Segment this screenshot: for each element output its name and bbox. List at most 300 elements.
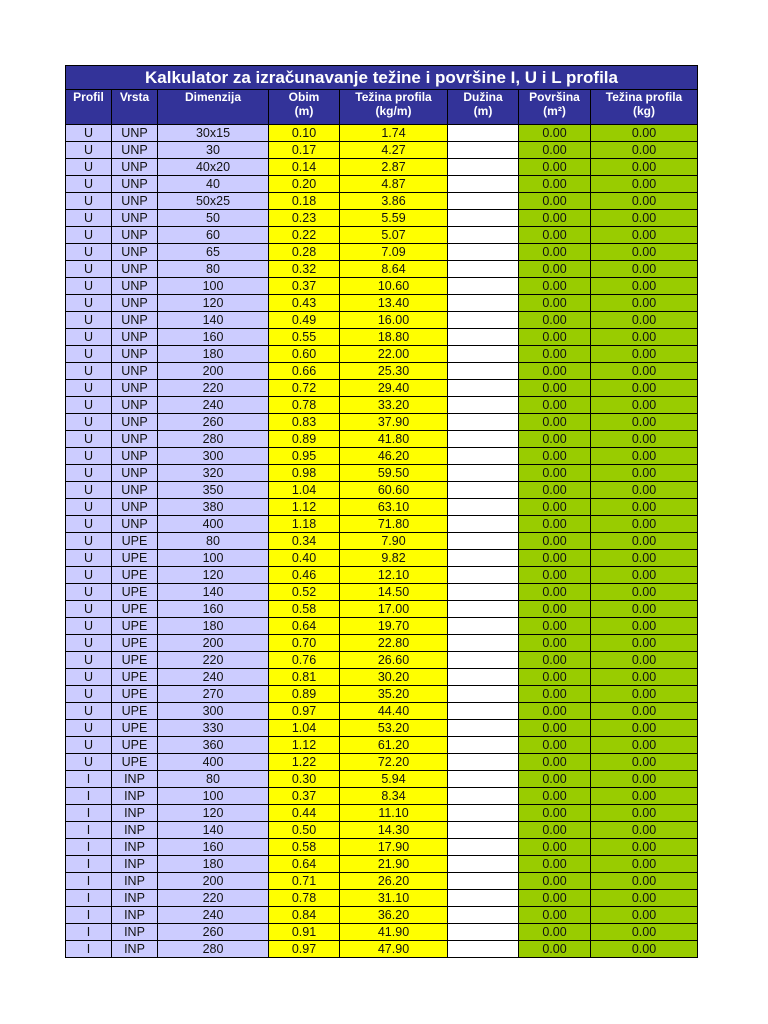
duzina-input-cell[interactable] — [448, 363, 519, 380]
duzina-input-cell[interactable] — [448, 312, 519, 329]
tezina-ukupno-cell: 0.00 — [591, 822, 698, 839]
dimenzija-cell: 320 — [158, 465, 269, 482]
tezina-po-metru-cell: 14.50 — [340, 584, 448, 601]
duzina-input-cell[interactable] — [448, 516, 519, 533]
vrsta-cell: UPE — [112, 703, 158, 720]
header-vrsta-label: Vrsta — [119, 90, 150, 104]
tezina-po-metru-cell: 72.20 — [340, 754, 448, 771]
duzina-input-cell[interactable] — [448, 601, 519, 618]
vrsta-cell: UPE — [112, 686, 158, 703]
dimenzija-cell: 400 — [158, 754, 269, 771]
duzina-input-cell[interactable] — [448, 720, 519, 737]
sheet-title: Kalkulator za izračunavanje težine i površine I, U i L profila — [66, 66, 698, 90]
duzina-input-cell[interactable] — [448, 346, 519, 363]
header-obim-label: Obim — [288, 90, 320, 104]
obim-cell: 0.34 — [269, 533, 340, 550]
vrsta-cell: UNP — [112, 159, 158, 176]
duzina-input-cell[interactable] — [448, 142, 519, 159]
obim-cell: 0.83 — [269, 414, 340, 431]
table-row — [66, 873, 698, 890]
tezina-po-metru-cell: 16.00 — [340, 312, 448, 329]
profil-cell: I — [66, 924, 112, 941]
povrsina-cell: 0.00 — [519, 516, 591, 533]
povrsina-cell: 0.00 — [519, 584, 591, 601]
dimenzija-cell: 200 — [158, 363, 269, 380]
table-row — [66, 652, 698, 669]
obim-cell: 1.12 — [269, 499, 340, 516]
obim-cell: 0.37 — [269, 788, 340, 805]
duzina-input-cell[interactable] — [448, 125, 519, 142]
table-row — [66, 312, 698, 329]
obim-cell: 0.30 — [269, 771, 340, 788]
table-row — [66, 584, 698, 601]
tezina-ukupno-cell: 0.00 — [591, 142, 698, 159]
tezina-po-metru-cell: 35.20 — [340, 686, 448, 703]
dimenzija-cell: 180 — [158, 618, 269, 635]
dimenzija-cell: 80 — [158, 261, 269, 278]
povrsina-cell: 0.00 — [519, 465, 591, 482]
duzina-input-cell[interactable] — [448, 448, 519, 465]
duzina-input-cell[interactable] — [448, 669, 519, 686]
profil-cell: U — [66, 193, 112, 210]
duzina-input-cell[interactable] — [448, 550, 519, 567]
duzina-input-cell[interactable] — [448, 856, 519, 873]
vrsta-cell: UPE — [112, 720, 158, 737]
dimenzija-cell: 80 — [158, 771, 269, 788]
povrsina-cell: 0.00 — [519, 805, 591, 822]
header-dimenzija-label: Dimenzija — [184, 90, 241, 104]
duzina-input-cell[interactable] — [448, 227, 519, 244]
vrsta-cell: INP — [112, 788, 158, 805]
tezina-po-metru-cell: 41.90 — [340, 924, 448, 941]
duzina-input-cell[interactable] — [448, 839, 519, 856]
obim-cell: 1.18 — [269, 516, 340, 533]
profil-cell: U — [66, 431, 112, 448]
duzina-input-cell[interactable] — [448, 397, 519, 414]
profil-cell: U — [66, 312, 112, 329]
profil-cell: U — [66, 329, 112, 346]
profil-cell: U — [66, 414, 112, 431]
tezina-ukupno-cell: 0.00 — [591, 567, 698, 584]
duzina-input-cell[interactable] — [448, 584, 519, 601]
dimenzija-cell: 360 — [158, 737, 269, 754]
dimenzija-cell: 260 — [158, 924, 269, 941]
povrsina-cell: 0.00 — [519, 397, 591, 414]
tezina-po-metru-cell: 60.60 — [340, 482, 448, 499]
povrsina-cell: 0.00 — [519, 550, 591, 567]
table-row — [66, 941, 698, 958]
tezina-ukupno-cell: 0.00 — [591, 448, 698, 465]
profil-cell: U — [66, 227, 112, 244]
povrsina-cell: 0.00 — [519, 125, 591, 142]
tezina-po-metru-cell: 29.40 — [340, 380, 448, 397]
obim-cell: 0.71 — [269, 873, 340, 890]
table-row — [66, 159, 698, 176]
profil-cell: U — [66, 567, 112, 584]
tezina-po-metru-cell: 33.20 — [340, 397, 448, 414]
duzina-input-cell[interactable] — [448, 890, 519, 907]
table-row — [66, 346, 698, 363]
header-tezina-po-metru-unit: (kg/m) — [375, 104, 412, 118]
povrsina-cell: 0.00 — [519, 890, 591, 907]
duzina-input-cell[interactable] — [448, 159, 519, 176]
obim-cell: 0.70 — [269, 635, 340, 652]
tezina-po-metru-cell: 22.00 — [340, 346, 448, 363]
header-obim — [269, 90, 340, 125]
povrsina-cell: 0.00 — [519, 618, 591, 635]
povrsina-cell: 0.00 — [519, 533, 591, 550]
profil-cell: U — [66, 601, 112, 618]
tezina-po-metru-cell: 17.00 — [340, 601, 448, 618]
profil-cell: U — [66, 380, 112, 397]
obim-cell: 0.78 — [269, 397, 340, 414]
povrsina-cell: 0.00 — [519, 737, 591, 754]
tezina-po-metru-cell: 19.70 — [340, 618, 448, 635]
profil-cell: U — [66, 125, 112, 142]
povrsina-cell: 0.00 — [519, 142, 591, 159]
dimenzija-cell: 100 — [158, 278, 269, 295]
header-tezina-ukupno — [591, 90, 698, 125]
profil-cell: U — [66, 669, 112, 686]
duzina-input-cell[interactable] — [448, 193, 519, 210]
vrsta-cell: UNP — [112, 414, 158, 431]
table-row — [66, 788, 698, 805]
vrsta-cell: UNP — [112, 363, 158, 380]
obim-cell: 0.72 — [269, 380, 340, 397]
obim-cell: 1.04 — [269, 720, 340, 737]
profil-cell: I — [66, 890, 112, 907]
dimenzija-cell: 50 — [158, 210, 269, 227]
header-duzina — [448, 90, 519, 125]
vrsta-cell: UNP — [112, 482, 158, 499]
profil-cell: U — [66, 244, 112, 261]
tezina-po-metru-cell: 4.27 — [340, 142, 448, 159]
tezina-ukupno-cell: 0.00 — [591, 125, 698, 142]
povrsina-cell: 0.00 — [519, 431, 591, 448]
profil-cell: U — [66, 703, 112, 720]
tezina-po-metru-cell: 1.74 — [340, 125, 448, 142]
dimenzija-cell: 120 — [158, 567, 269, 584]
tezina-po-metru-cell: 8.34 — [340, 788, 448, 805]
tezina-ukupno-cell: 0.00 — [591, 805, 698, 822]
tezina-ukupno-cell: 0.00 — [591, 312, 698, 329]
vrsta-cell: UPE — [112, 618, 158, 635]
duzina-input-cell[interactable] — [448, 686, 519, 703]
header-duzina-unit: (m) — [473, 104, 493, 118]
table-row — [66, 856, 698, 873]
duzina-input-cell[interactable] — [448, 176, 519, 193]
vrsta-cell: UPE — [112, 584, 158, 601]
povrsina-cell: 0.00 — [519, 176, 591, 193]
povrsina-cell: 0.00 — [519, 822, 591, 839]
duzina-input-cell[interactable] — [448, 414, 519, 431]
tezina-ukupno-cell: 0.00 — [591, 431, 698, 448]
povrsina-cell: 0.00 — [519, 720, 591, 737]
tezina-po-metru-cell: 30.20 — [340, 669, 448, 686]
header-dimenzija — [158, 90, 269, 125]
tezina-po-metru-cell: 71.80 — [340, 516, 448, 533]
obim-cell: 1.22 — [269, 754, 340, 771]
header-tezina-ukupno-unit: (kg) — [633, 104, 655, 118]
duzina-input-cell[interactable] — [448, 482, 519, 499]
tezina-ukupno-cell: 0.00 — [591, 482, 698, 499]
duzina-input-cell[interactable] — [448, 941, 519, 958]
povrsina-cell: 0.00 — [519, 312, 591, 329]
profil-cell: U — [66, 686, 112, 703]
duzina-input-cell[interactable] — [448, 754, 519, 771]
dimenzija-cell: 300 — [158, 703, 269, 720]
table-row — [66, 771, 698, 788]
profil-cell: I — [66, 771, 112, 788]
table-row — [66, 142, 698, 159]
tezina-ukupno-cell: 0.00 — [591, 159, 698, 176]
dimenzija-cell: 220 — [158, 652, 269, 669]
profile-calculator-table — [65, 65, 698, 958]
profil-cell: I — [66, 822, 112, 839]
dimenzija-cell: 40 — [158, 176, 269, 193]
profil-cell: U — [66, 448, 112, 465]
table-row — [66, 890, 698, 907]
duzina-input-cell[interactable] — [448, 771, 519, 788]
profil-cell: U — [66, 737, 112, 754]
duzina-input-cell[interactable] — [448, 873, 519, 890]
table-row — [66, 227, 698, 244]
povrsina-cell: 0.00 — [519, 567, 591, 584]
obim-cell: 0.76 — [269, 652, 340, 669]
obim-cell: 0.81 — [269, 669, 340, 686]
tezina-ukupno-cell: 0.00 — [591, 176, 698, 193]
vrsta-cell: UNP — [112, 448, 158, 465]
tezina-po-metru-cell: 31.10 — [340, 890, 448, 907]
duzina-input-cell[interactable] — [448, 329, 519, 346]
profil-cell: U — [66, 142, 112, 159]
vrsta-cell: UNP — [112, 142, 158, 159]
povrsina-cell: 0.00 — [519, 329, 591, 346]
table-row — [66, 380, 698, 397]
tezina-ukupno-cell: 0.00 — [591, 329, 698, 346]
tezina-po-metru-cell: 25.30 — [340, 363, 448, 380]
dimenzija-cell: 40x20 — [158, 159, 269, 176]
profil-cell: U — [66, 210, 112, 227]
tezina-po-metru-cell: 26.20 — [340, 873, 448, 890]
obim-cell: 0.23 — [269, 210, 340, 227]
profil-cell: U — [66, 363, 112, 380]
duzina-input-cell[interactable] — [448, 261, 519, 278]
tezina-ukupno-cell: 0.00 — [591, 261, 698, 278]
povrsina-cell: 0.00 — [519, 601, 591, 618]
profil-cell: U — [66, 533, 112, 550]
tezina-ukupno-cell: 0.00 — [591, 601, 698, 618]
vrsta-cell: INP — [112, 941, 158, 958]
tezina-ukupno-cell: 0.00 — [591, 193, 698, 210]
povrsina-cell: 0.00 — [519, 227, 591, 244]
profil-cell: U — [66, 584, 112, 601]
duzina-input-cell[interactable] — [448, 652, 519, 669]
dimenzija-cell: 140 — [158, 312, 269, 329]
obim-cell: 0.97 — [269, 703, 340, 720]
povrsina-cell: 0.00 — [519, 941, 591, 958]
tezina-ukupno-cell: 0.00 — [591, 788, 698, 805]
vrsta-cell: UNP — [112, 312, 158, 329]
obim-cell: 0.50 — [269, 822, 340, 839]
tezina-ukupno-cell: 0.00 — [591, 295, 698, 312]
obim-cell: 0.91 — [269, 924, 340, 941]
tezina-po-metru-cell: 5.94 — [340, 771, 448, 788]
obim-cell: 0.78 — [269, 890, 340, 907]
table-row — [66, 210, 698, 227]
tezina-ukupno-cell: 0.00 — [591, 618, 698, 635]
duzina-input-cell[interactable] — [448, 295, 519, 312]
table-row — [66, 550, 698, 567]
povrsina-cell: 0.00 — [519, 856, 591, 873]
dimenzija-cell: 30 — [158, 142, 269, 159]
table-row — [66, 193, 698, 210]
povrsina-cell: 0.00 — [519, 839, 591, 856]
duzina-input-cell[interactable] — [448, 465, 519, 482]
profil-cell: U — [66, 346, 112, 363]
duzina-input-cell[interactable] — [448, 567, 519, 584]
table-row — [66, 482, 698, 499]
duzina-input-cell[interactable] — [448, 635, 519, 652]
header-povrsina — [519, 90, 591, 125]
vrsta-cell: INP — [112, 873, 158, 890]
tezina-po-metru-cell: 59.50 — [340, 465, 448, 482]
profil-cell: I — [66, 839, 112, 856]
tezina-po-metru-cell: 18.80 — [340, 329, 448, 346]
obim-cell: 0.58 — [269, 601, 340, 618]
tezina-po-metru-cell: 9.82 — [340, 550, 448, 567]
duzina-input-cell[interactable] — [448, 278, 519, 295]
duzina-input-cell[interactable] — [448, 431, 519, 448]
profil-cell: U — [66, 295, 112, 312]
tezina-ukupno-cell: 0.00 — [591, 550, 698, 567]
duzina-input-cell[interactable] — [448, 499, 519, 516]
povrsina-cell: 0.00 — [519, 278, 591, 295]
tezina-po-metru-cell: 5.59 — [340, 210, 448, 227]
obim-cell: 0.20 — [269, 176, 340, 193]
tezina-po-metru-cell: 14.30 — [340, 822, 448, 839]
dimenzija-cell: 280 — [158, 941, 269, 958]
profil-cell: U — [66, 159, 112, 176]
table-row — [66, 499, 698, 516]
tezina-ukupno-cell: 0.00 — [591, 346, 698, 363]
obim-cell: 0.28 — [269, 244, 340, 261]
dimenzija-cell: 180 — [158, 346, 269, 363]
dimenzija-cell: 200 — [158, 635, 269, 652]
duzina-input-cell[interactable] — [448, 907, 519, 924]
tezina-po-metru-cell: 53.20 — [340, 720, 448, 737]
duzina-input-cell[interactable] — [448, 737, 519, 754]
tezina-ukupno-cell: 0.00 — [591, 227, 698, 244]
dimenzija-cell: 65 — [158, 244, 269, 261]
obim-cell: 1.04 — [269, 482, 340, 499]
tezina-po-metru-cell: 8.64 — [340, 261, 448, 278]
povrsina-cell: 0.00 — [519, 210, 591, 227]
tezina-po-metru-cell: 44.40 — [340, 703, 448, 720]
vrsta-cell: UPE — [112, 550, 158, 567]
vrsta-cell: UNP — [112, 499, 158, 516]
duzina-input-cell[interactable] — [448, 703, 519, 720]
povrsina-cell: 0.00 — [519, 771, 591, 788]
obim-cell: 0.60 — [269, 346, 340, 363]
profil-cell: U — [66, 720, 112, 737]
tezina-ukupno-cell: 0.00 — [591, 941, 698, 958]
table-row — [66, 278, 698, 295]
tezina-po-metru-cell: 41.80 — [340, 431, 448, 448]
tezina-ukupno-cell: 0.00 — [591, 737, 698, 754]
povrsina-cell: 0.00 — [519, 380, 591, 397]
table-row — [66, 703, 698, 720]
duzina-input-cell[interactable] — [448, 618, 519, 635]
povrsina-cell: 0.00 — [519, 924, 591, 941]
profil-cell: U — [66, 499, 112, 516]
obim-cell: 0.64 — [269, 618, 340, 635]
obim-cell: 0.44 — [269, 805, 340, 822]
profil-cell: U — [66, 550, 112, 567]
povrsina-cell: 0.00 — [519, 788, 591, 805]
tezina-ukupno-cell: 0.00 — [591, 516, 698, 533]
tezina-po-metru-cell: 3.86 — [340, 193, 448, 210]
povrsina-cell: 0.00 — [519, 703, 591, 720]
obim-cell: 0.95 — [269, 448, 340, 465]
vrsta-cell: INP — [112, 907, 158, 924]
table-row — [66, 414, 698, 431]
table-row — [66, 686, 698, 703]
tezina-ukupno-cell: 0.00 — [591, 754, 698, 771]
header-profil — [66, 90, 112, 125]
povrsina-cell: 0.00 — [519, 193, 591, 210]
duzina-input-cell[interactable] — [448, 380, 519, 397]
tezina-ukupno-cell: 0.00 — [591, 873, 698, 890]
profil-cell: U — [66, 176, 112, 193]
obim-cell: 0.18 — [269, 193, 340, 210]
duzina-input-cell[interactable] — [448, 924, 519, 941]
tezina-ukupno-cell: 0.00 — [591, 890, 698, 907]
header-profil-label: Profil — [73, 90, 104, 104]
povrsina-cell: 0.00 — [519, 261, 591, 278]
dimenzija-cell: 80 — [158, 533, 269, 550]
table-row — [66, 431, 698, 448]
table-row — [66, 635, 698, 652]
tezina-ukupno-cell: 0.00 — [591, 210, 698, 227]
table-row — [66, 720, 698, 737]
obim-cell: 0.84 — [269, 907, 340, 924]
profil-cell: I — [66, 941, 112, 958]
tezina-ukupno-cell: 0.00 — [591, 533, 698, 550]
tezina-po-metru-cell: 36.20 — [340, 907, 448, 924]
profil-cell: U — [66, 652, 112, 669]
vrsta-cell: UPE — [112, 754, 158, 771]
dimenzija-cell: 120 — [158, 805, 269, 822]
duzina-input-cell[interactable] — [448, 788, 519, 805]
duzina-input-cell[interactable] — [448, 244, 519, 261]
tezina-po-metru-cell: 11.10 — [340, 805, 448, 822]
table-row — [66, 295, 698, 312]
obim-cell: 1.12 — [269, 737, 340, 754]
profil-cell: I — [66, 873, 112, 890]
duzina-input-cell[interactable] — [448, 533, 519, 550]
dimenzija-cell: 240 — [158, 907, 269, 924]
tezina-po-metru-cell: 7.09 — [340, 244, 448, 261]
duzina-input-cell[interactable] — [448, 210, 519, 227]
dimenzija-cell: 220 — [158, 890, 269, 907]
header-tezina-ukupno-label: Težina profila — [605, 90, 683, 104]
obim-cell: 0.17 — [269, 142, 340, 159]
duzina-input-cell[interactable] — [448, 805, 519, 822]
vrsta-cell: UNP — [112, 125, 158, 142]
duzina-input-cell[interactable] — [448, 822, 519, 839]
vrsta-cell: INP — [112, 822, 158, 839]
